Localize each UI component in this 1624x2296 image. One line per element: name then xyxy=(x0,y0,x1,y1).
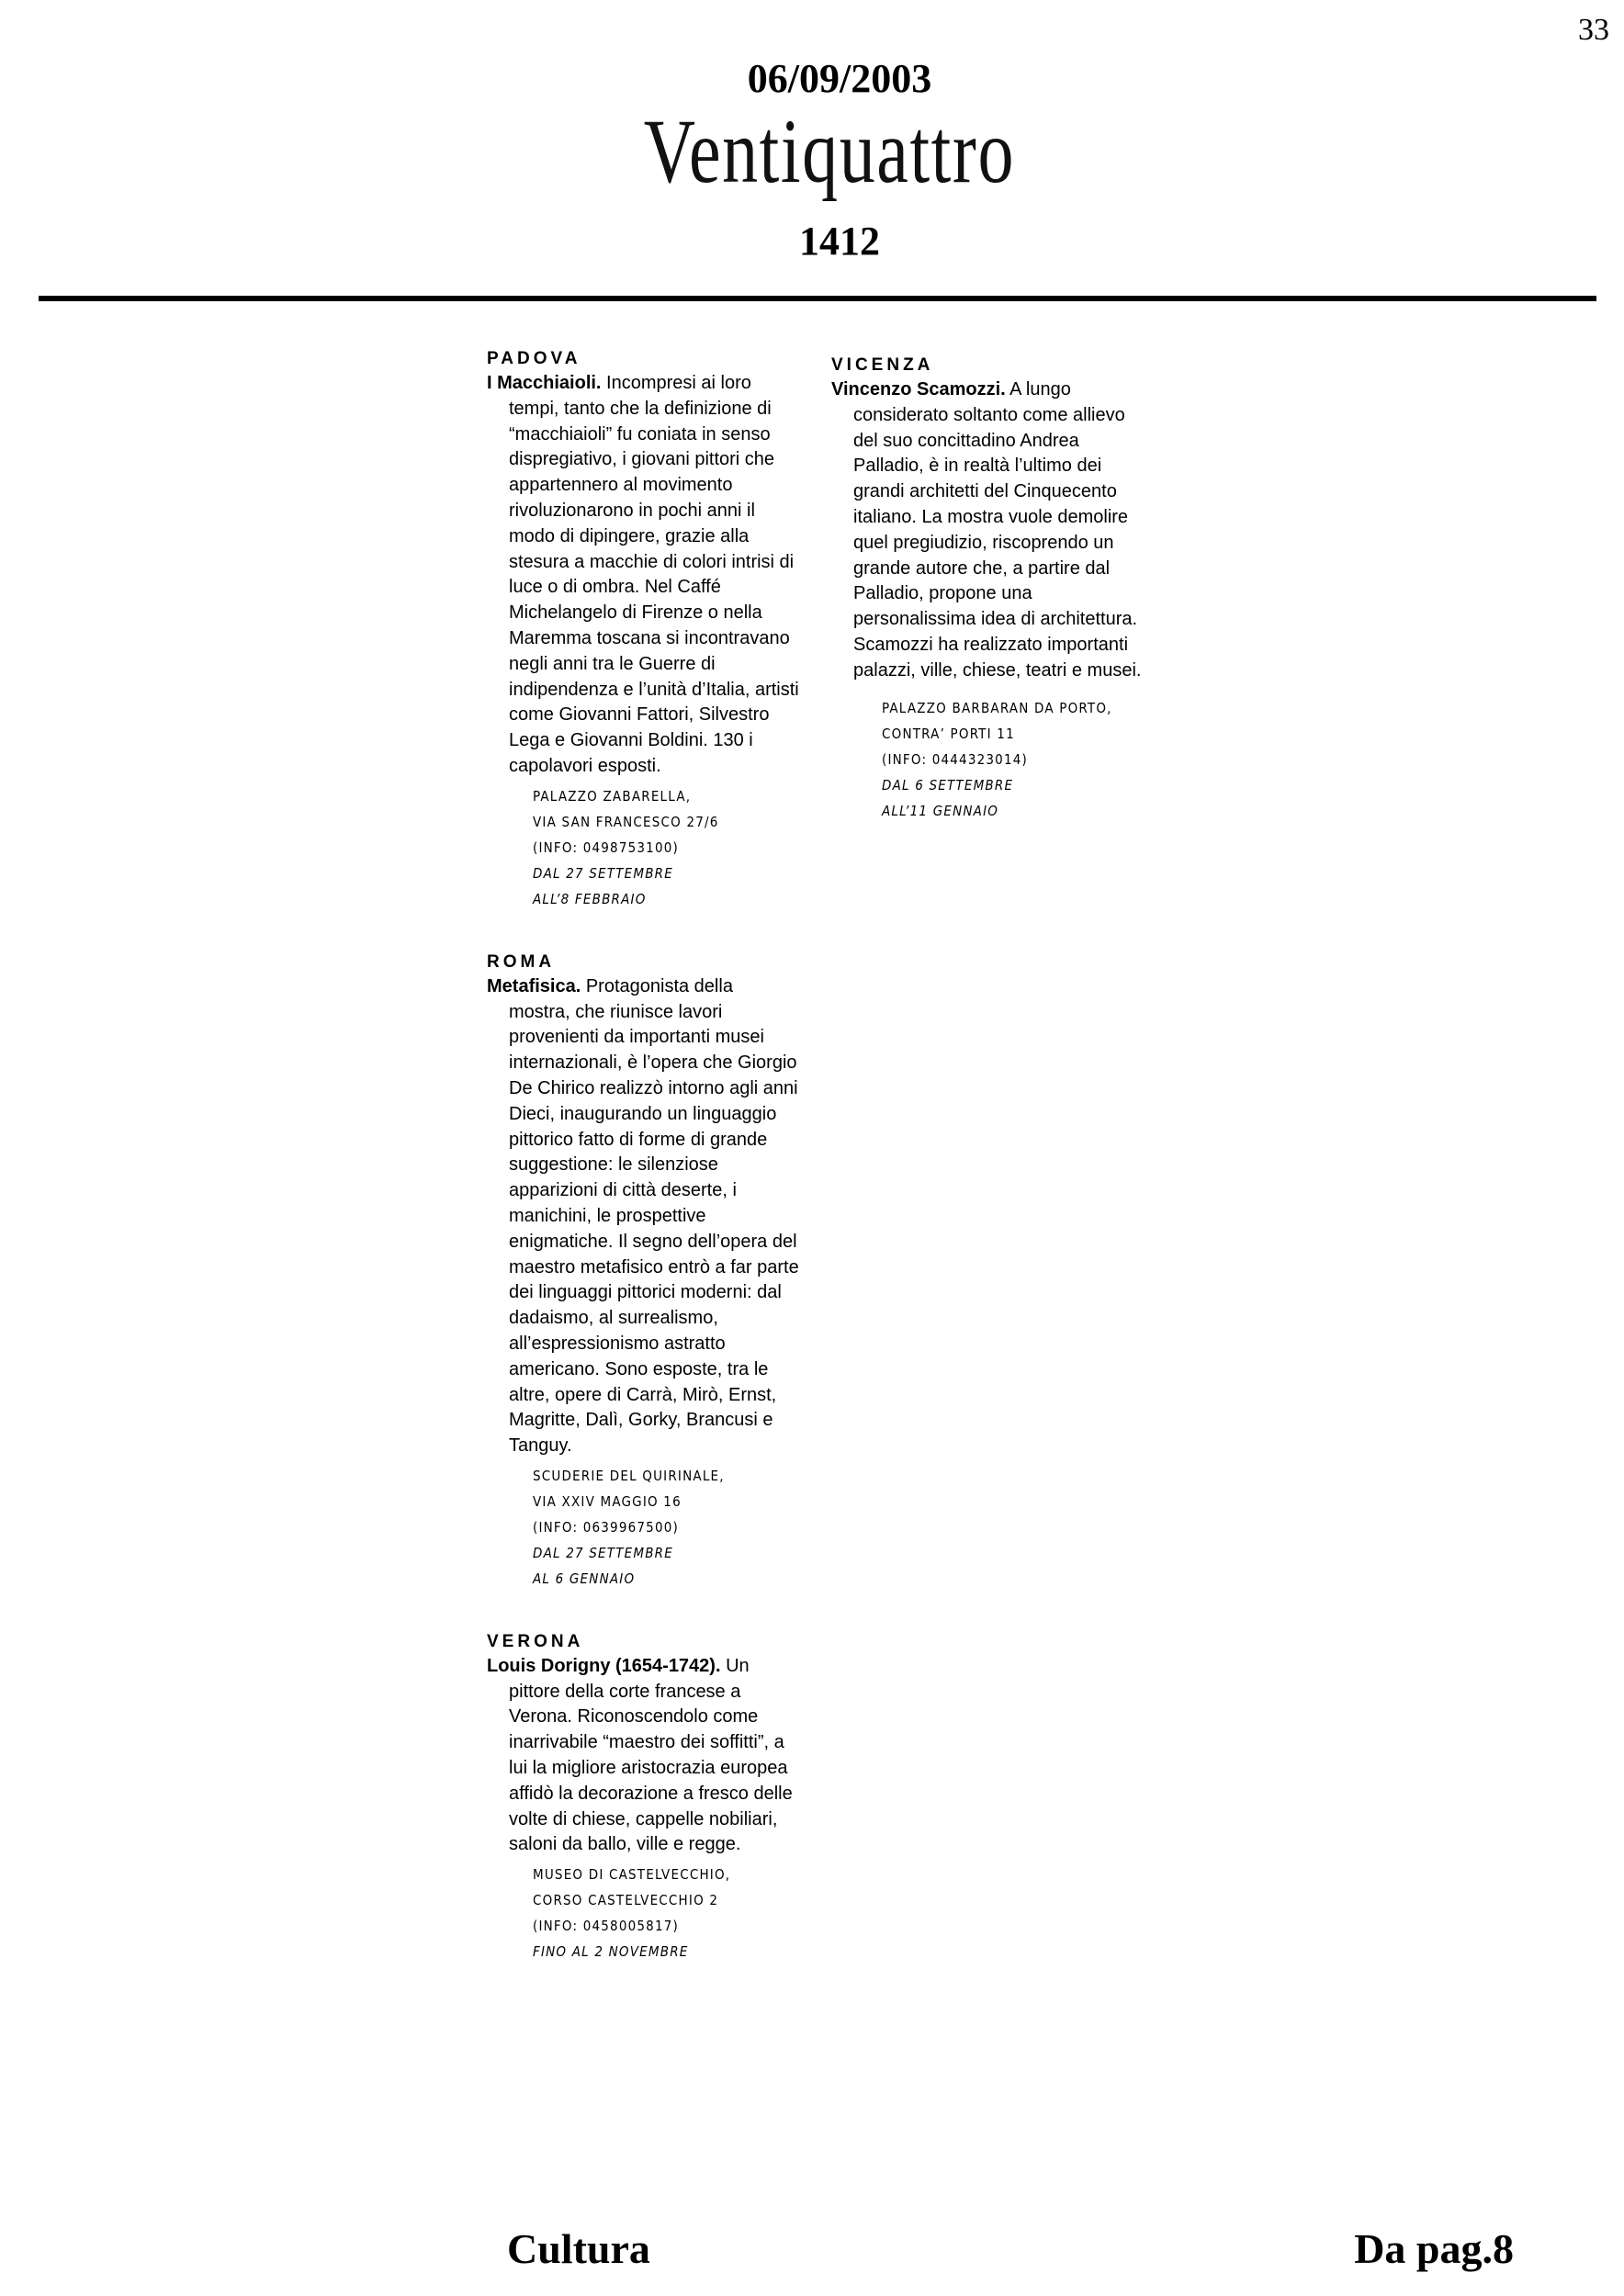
masthead-logo: Ventiquattro xyxy=(643,100,1016,202)
listing-text: A lungo considerato soltanto come allievo del suo concittadino Andrea Palladio, è in realtà l’ultimo dei grandi architetti del Cinquecento italiano. La mostra vuole demolire quel pregiudizio, riscoprendo un grande autore che, a partire dal Palladio, propone una personalissima idea di architettura. Scamozzi ha realizzato importanti palazzi, ville, chiese, teatri e musei. xyxy=(853,379,1142,681)
listing-info xyxy=(831,695,1144,824)
header-divider xyxy=(39,296,1596,301)
phone-info: (INFO: 0639967500) xyxy=(533,1518,679,1536)
address: CONTRA’ PORTI 11 xyxy=(882,725,1015,742)
listing-body xyxy=(487,974,799,1459)
listing-title: Vincenzo Scamozzi. xyxy=(831,379,1006,400)
phone-info: (INFO: 0444323014) xyxy=(882,750,1028,768)
listing-body xyxy=(831,377,1144,684)
dates-from: DAL 27 SETTEMBRE xyxy=(533,1544,673,1561)
phone-info: (INFO: 0458005817) xyxy=(533,1918,679,1935)
listing-roma xyxy=(487,951,799,1592)
listing-text: Incompresi ai loro tempi, tanto che la definizione di “macchiaioli” fu coniata in senso dispregiativo, i giovani pittori che appartennero al movimento rivoluzionarono in pochi anni il modo di dipingere, grazie alla stesura a macchie di colori intrisi di luce o di ombra. Nel Caffé Michelangelo di Firenze o nella Maremma toscana si incontravano negli anni tra le Guerre di indipendenza e l’unità d’Italia, artisti come Giovanni Fattori, Silvestro Lega e Giovanni Boldini. 130 i capolavori esposti. xyxy=(509,373,799,776)
address: VIA XXIV MAGGIO 16 xyxy=(533,1492,682,1510)
left-column xyxy=(487,347,799,2003)
dates-from: DAL 6 SETTEMBRE xyxy=(882,776,1014,793)
listing-body xyxy=(487,371,799,780)
right-column xyxy=(831,354,1144,862)
header xyxy=(0,55,1624,264)
publication-date: 06/09/2003 xyxy=(747,56,932,101)
listing-verona xyxy=(487,1630,799,1964)
listing-padova xyxy=(487,347,799,912)
venue: PALAZZO BARBARAN DA PORTO, xyxy=(882,699,1112,716)
city-heading: VICENZA xyxy=(831,355,934,375)
listing-info xyxy=(487,1862,799,1964)
city-heading: ROMA xyxy=(487,951,556,972)
dates-to: ALL’11 GENNAIO xyxy=(882,802,999,819)
listing-info xyxy=(487,783,799,912)
listing-vicenza xyxy=(831,354,1144,824)
phone-info: (INFO: 0498753100) xyxy=(533,838,679,856)
listing-info xyxy=(487,1463,799,1592)
city-heading: PADOVA xyxy=(487,349,581,368)
dates-from: DAL 27 SETTEMBRE xyxy=(533,864,673,882)
venue: MUSEO DI CASTELVECCHIO, xyxy=(533,1866,731,1884)
issue-number: 1412 xyxy=(799,219,880,264)
city-heading: VERONA xyxy=(487,1631,584,1651)
listing-text: Un pittore della corte francese a Verona. Riconoscendolo come inarrivabile “maestro dei soffitti”, a lui la migliore aristocrazia europea affidò la decorazione a fresco delle volte di chiese, cappelle nobiliari, saloni da ballo, ville e regge. xyxy=(509,1655,793,1855)
listing-text: Protagonista della mostra, che riunisce lavori provenienti da importanti musei internazionali, è l’opera che Giorgio De Chirico realizzò intorno agli anni Dieci, inaugurando un linguaggio pittorico fatto di forme di grande suggestione: le silenziose apparizioni di città deserte, i manichini, le prospettive enigmatiche. Il segno dell’opera del maestro metafisico entrò a far parte dei linguaggi pittorici moderni: dal dadaismo, al surrealismo, all’espressionismo astratto americano. Sono esposte, tra le altre, opere di Carrà, Mirò, Ernst, Magritte, Dalì, Gorky, Brancusi e Tanguy. xyxy=(509,975,799,1457)
venue: PALAZZO ZABARELLA, xyxy=(533,787,692,805)
listing-body xyxy=(487,1654,799,1858)
dates-from: FINO AL 2 NOVEMBRE xyxy=(533,1943,689,1961)
venue: SCUDERIE DEL QUIRINALE, xyxy=(533,1467,725,1484)
listing-title: I Macchiaioli. xyxy=(487,373,602,393)
dates-to: ALL’8 FEBBRAIO xyxy=(533,890,647,907)
section-label: Cultura xyxy=(507,2225,650,2272)
listing-title: Louis Dorigny (1654-1742). xyxy=(487,1655,721,1676)
address: VIA SAN FRANCESCO 27/6 xyxy=(533,813,719,830)
source-page-label: Da pag.8 xyxy=(1354,2225,1514,2272)
page-number: 33 xyxy=(1578,13,1609,47)
listing-title: Metafisica. xyxy=(487,975,581,996)
address: CORSO CASTELVECCHIO 2 xyxy=(533,1892,719,1909)
dates-to: AL 6 GENNAIO xyxy=(533,1570,636,1587)
